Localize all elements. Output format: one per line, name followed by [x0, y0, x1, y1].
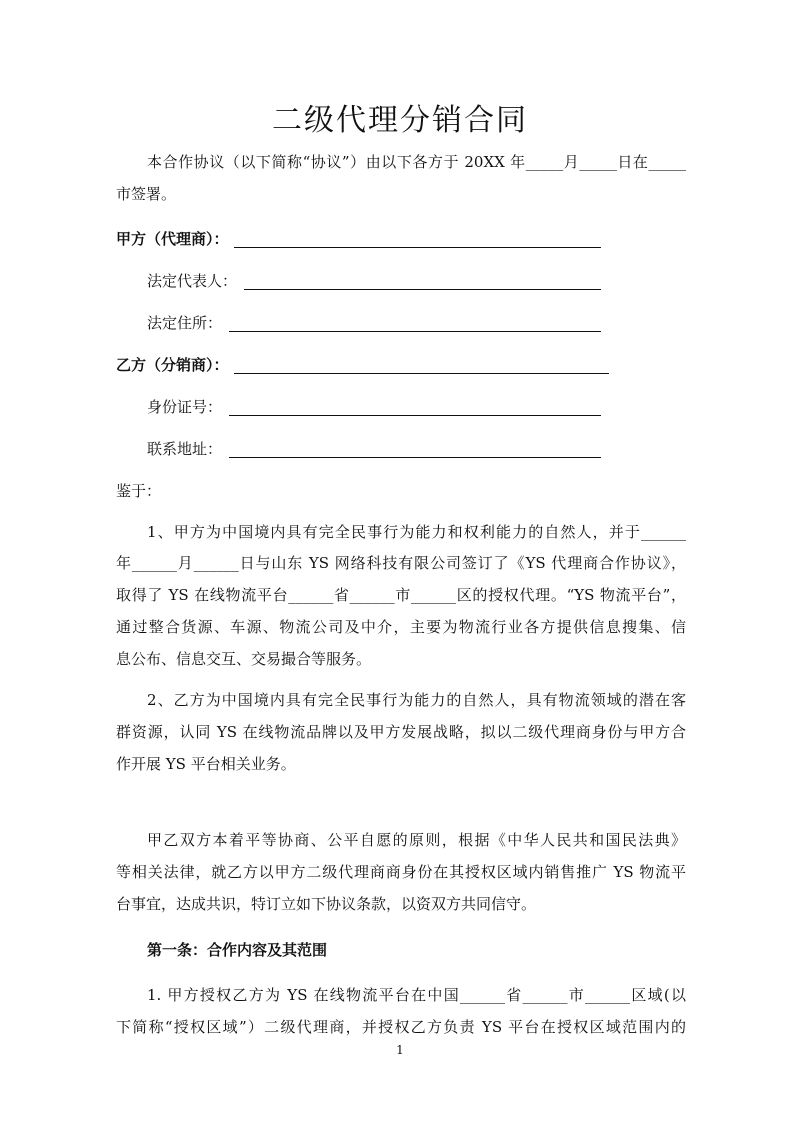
legal-address-label: 法定住所： [147, 314, 223, 332]
whereas-label: 鉴于： [116, 482, 162, 500]
party-b-label: 乙方（分销商）： [116, 356, 229, 374]
para3-line-1: 甲乙双方本着平等协商、公平自愿的原则，根据《中华人民共和国民法典》 [147, 831, 686, 849]
id-number-label: 身份证号： [147, 398, 223, 416]
intro-line-1: 本合作协议（以下简称“协议”）由以下各方于 20XX 年_____月_____日在_____ [147, 153, 686, 171]
legal-rep-label: 法定代表人： [147, 272, 238, 290]
contact-address-label: 联系地址： [147, 440, 223, 458]
contact-address-blank[interactable] [229, 457, 601, 458]
para2-line-3: 作开展 YS 平台相关业务。 [116, 755, 296, 773]
para1-line-5: 息公布、信息交互、交易撮合等服务。 [116, 650, 372, 668]
para1-line-4: 通过整合货源、车源、物流公司及中介，主要为物流行业各方提供信息搜集、信 [116, 618, 686, 636]
id-number-blank[interactable] [229, 415, 601, 416]
legal-rep-blank[interactable] [244, 289, 601, 290]
para3-line-3: 台事宜，达成共识，特订立如下协议条款，以资双方共同信守。 [116, 895, 537, 913]
document-title: 二级代理分销合同 [272, 103, 528, 138]
article1-item1-line-1: 1. 甲方授权乙方为 YS 在线物流平台在中国______省______市______区域(以 [147, 986, 686, 1004]
party-a-label: 甲方（代理商）： [116, 230, 229, 248]
intro-line-2: 市签署。 [116, 185, 177, 203]
para2-line-1: 2、乙方为中国境内具有完全民事行为能力的自然人，具有物流领域的潜在客 [147, 691, 686, 709]
page-number: 1 [396, 1043, 404, 1057]
para1-line-3: 取得了 YS 在线物流平台______省______市______区的授权代理。“YS 物流平台”， [116, 586, 686, 604]
para2-line-2: 群资源，认同 YS 在线物流品牌以及甲方发展战略，拟以二级代理商身份与甲方合 [116, 723, 686, 741]
legal-address-blank[interactable] [229, 331, 601, 332]
para1-line-2: 年______月______日与山东 YS 网络科技有限公司签订了《YS 代理商合作协议》， [116, 554, 686, 572]
party-a-blank[interactable] [234, 247, 601, 248]
article1-item1-line-2: 下简称“授权区域”）二级代理商，并授权乙方负责 YS 平台在授权区域范围内的 [116, 1018, 686, 1036]
article1-heading: 第一条：合作内容及其范围 [147, 941, 328, 959]
para1-line-1: 1、甲方为中国境内具有完全民事行为能力和权利能力的自然人，并于______ [147, 523, 686, 541]
para3-line-2: 等相关法律，就乙方以甲方二级代理商商身份在其授权区域内销售推广 YS 物流平 [116, 863, 686, 881]
party-b-blank[interactable] [234, 373, 609, 374]
